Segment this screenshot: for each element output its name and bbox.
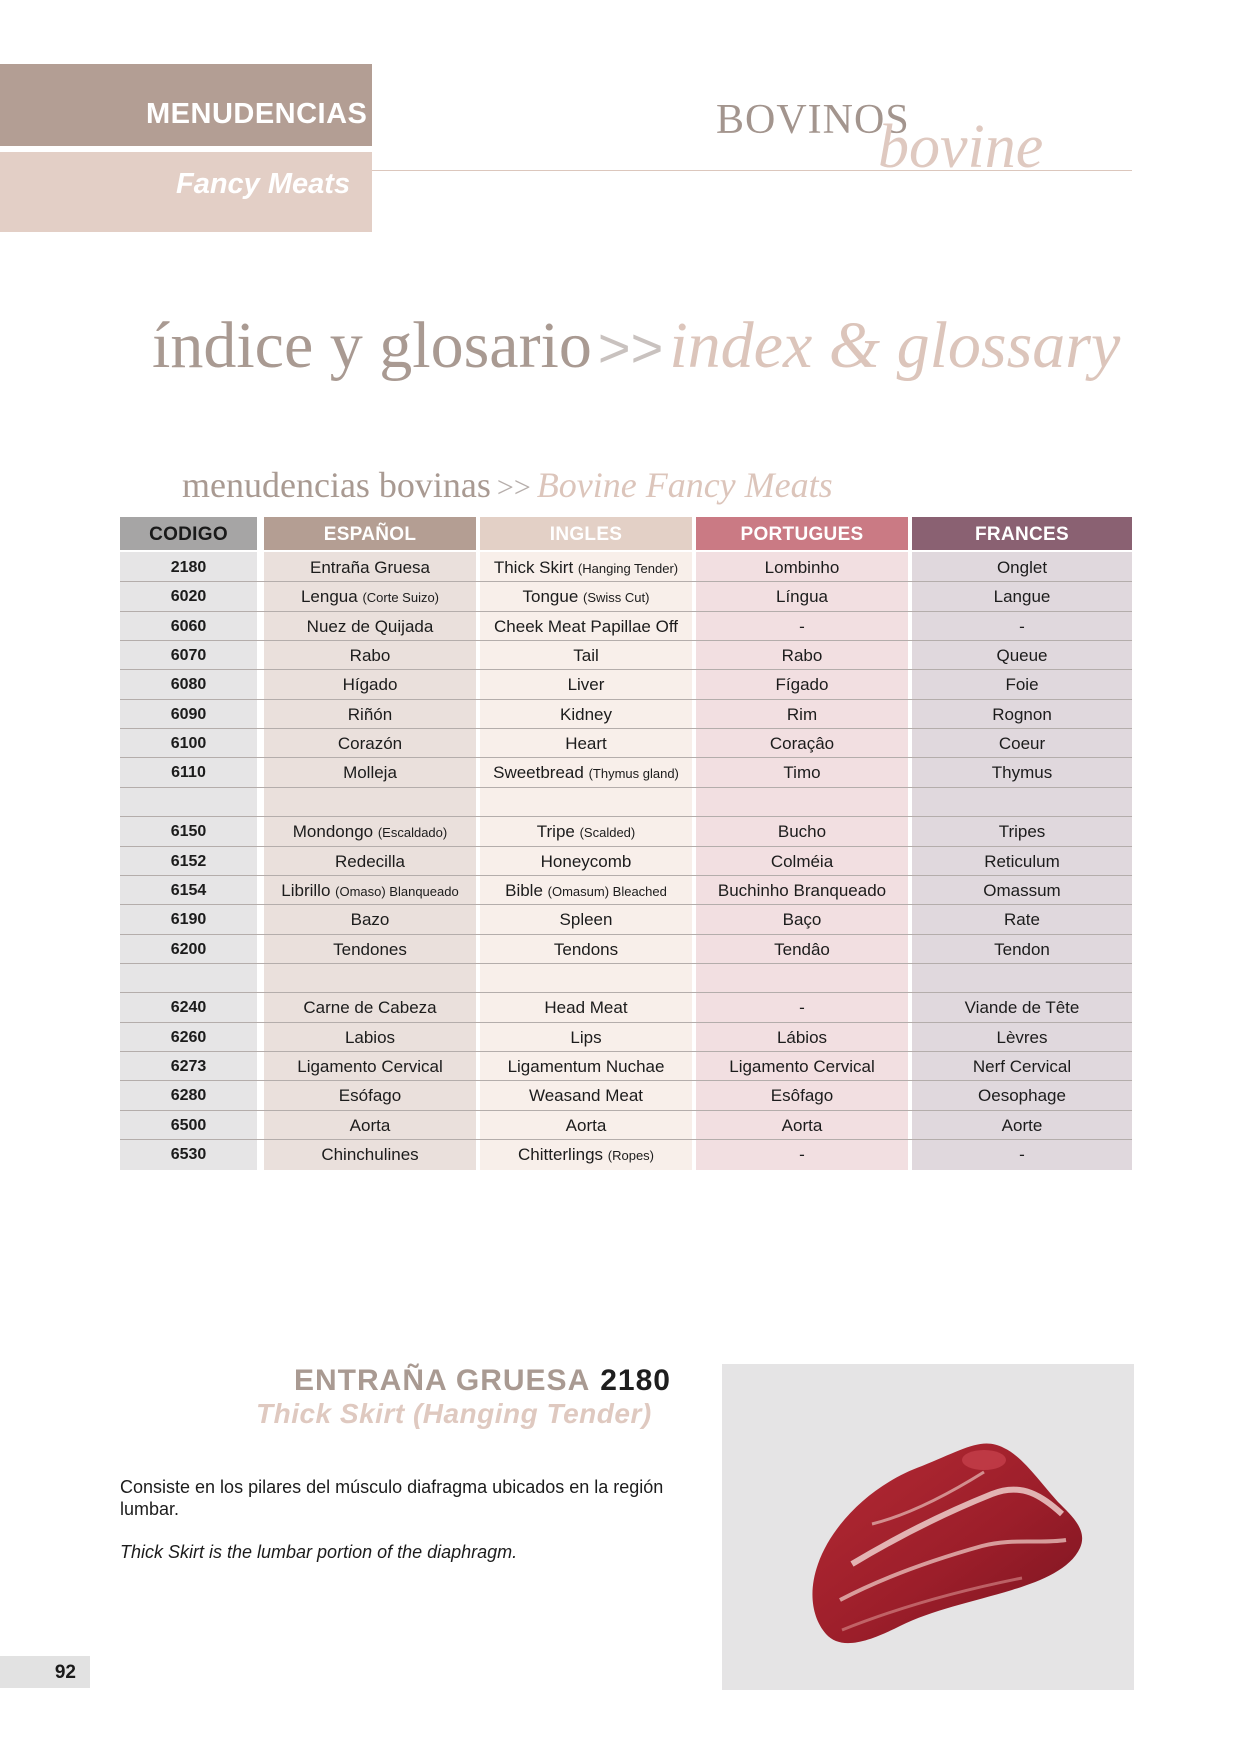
column-header-code: CODIGO <box>120 517 257 550</box>
cell-fr <box>912 964 1132 993</box>
page-number-text: 92 <box>54 1662 76 1683</box>
cell-fr <box>912 993 1132 1022</box>
cell-pt <box>696 700 908 729</box>
cell-text: Cheek Meat Papillae Off <box>494 616 678 636</box>
cell-code <box>120 1140 257 1169</box>
cell-text: - <box>1019 616 1025 636</box>
cell-es <box>264 1081 476 1110</box>
feature-description-es: Consiste en los pilares del músculo diafragma ubicados en la región lumbar. <box>120 1477 664 1519</box>
cell-code <box>120 1052 257 1081</box>
table-row <box>120 876 1132 905</box>
cell-pt <box>696 670 908 699</box>
cell-text: Buchinho Branqueado <box>717 880 887 900</box>
cell-text: Mondongo <box>292 822 374 842</box>
cell-text: 6530 <box>170 1146 207 1163</box>
table-row <box>120 758 1132 787</box>
cell-text: Baço <box>782 910 822 930</box>
cell-text: Heart <box>565 734 607 754</box>
cell-code <box>120 700 257 729</box>
table-title <box>182 464 833 506</box>
table-row <box>120 1023 1132 1052</box>
section-tab-sublabel: Fancy Meats <box>176 168 351 200</box>
table-row <box>120 553 1132 582</box>
cell-text: - <box>799 1145 805 1164</box>
cell-text: Rognon <box>992 704 1052 724</box>
cell-text: Tripe <box>536 822 575 842</box>
cell-pt <box>696 1052 908 1081</box>
cell-code <box>120 1111 257 1140</box>
cell-en <box>480 553 692 582</box>
cell-text: 6280 <box>170 1087 207 1105</box>
cell-es <box>264 1023 476 1052</box>
cell-fr <box>912 876 1132 905</box>
cell-pt <box>696 1140 908 1169</box>
cell-text: Bible <box>505 880 543 900</box>
cell-text: Spleen <box>559 910 613 930</box>
cell-en <box>480 993 692 1022</box>
cell-es <box>264 641 476 670</box>
cell-text: - <box>1019 1145 1025 1164</box>
table-row <box>120 1111 1132 1140</box>
cell-en <box>480 1140 692 1169</box>
cell-code <box>120 993 257 1022</box>
cell-en <box>480 1111 692 1140</box>
cell-en <box>480 964 692 993</box>
cell-text: - <box>799 616 805 636</box>
cell-text: Esôfago <box>770 1086 834 1106</box>
cell-en <box>480 788 692 817</box>
cell-es <box>264 582 476 611</box>
cell-text: 6260 <box>170 1028 207 1046</box>
cell-fr <box>912 935 1132 964</box>
cell-fr <box>912 817 1132 846</box>
cell-text: 6240 <box>170 999 207 1017</box>
cell-text: Thick Skirt <box>493 558 574 577</box>
table-row <box>120 993 1132 1022</box>
table-title-en: Bovine Fancy Meats <box>536 465 833 505</box>
cell-text: Coeur <box>998 734 1046 754</box>
cell-es <box>264 612 476 641</box>
cell-pt <box>696 905 908 934</box>
cell-es <box>264 876 476 905</box>
cell-text: Rate <box>1004 910 1040 930</box>
cell-text: Carne de Cabeza <box>303 998 437 1018</box>
cell-code <box>120 729 257 758</box>
cell-text: Nuez de Quijada <box>306 616 434 636</box>
cell-text: Tripes <box>998 822 1046 842</box>
table-row <box>120 612 1132 641</box>
cell-pt <box>696 1023 908 1052</box>
cell-code <box>120 817 257 846</box>
cell-text: Lombinho <box>764 558 840 577</box>
cell-code <box>120 905 257 934</box>
column-header-fr: FRANCES <box>912 517 1132 550</box>
cell-es <box>264 964 476 993</box>
cell-text: Esófago <box>338 1086 402 1106</box>
cell-code <box>120 553 257 582</box>
cell-fr <box>912 1023 1132 1052</box>
cell-text: 6110 <box>171 764 206 782</box>
cell-text: Ligamento Cervical <box>729 1056 875 1076</box>
cell-code <box>120 641 257 670</box>
cell-pt <box>696 729 908 758</box>
cell-en <box>480 582 692 611</box>
cell-es <box>264 553 476 582</box>
cell-text: Tendon <box>994 939 1050 959</box>
cell-fr <box>912 1111 1132 1140</box>
cell-es <box>264 1052 476 1081</box>
cell-text: Tendâo <box>774 939 830 959</box>
cell-text: Redecilla <box>335 851 405 871</box>
table-row <box>120 582 1132 611</box>
cell-pt <box>696 582 908 611</box>
cell-text: 6150 <box>170 823 207 841</box>
cell-text: Corazón <box>337 734 403 754</box>
cell-text: 6060 <box>170 617 207 635</box>
cell-en <box>480 876 692 905</box>
glossary-table <box>120 517 1132 1171</box>
cell-text: Chitterlings <box>517 1145 604 1164</box>
cell-es <box>264 1111 476 1140</box>
cell-text: Tail <box>573 646 599 666</box>
feature-code: 2180 <box>600 1364 671 1397</box>
table-row <box>120 788 1132 817</box>
table-row <box>120 729 1132 758</box>
cell-es <box>264 905 476 934</box>
cell-en <box>480 1052 692 1081</box>
cell-es <box>264 729 476 758</box>
cell-text: Liver <box>567 675 605 695</box>
cell-note: (Ropes) <box>607 1148 655 1163</box>
cell-text: 6190 <box>170 911 207 929</box>
cell-text: Librillo <box>281 880 331 900</box>
cell-text: Hígado <box>342 675 398 695</box>
cell-text: Chinchulines <box>321 1145 419 1164</box>
table-row <box>120 1081 1132 1110</box>
cell-text: 6200 <box>170 940 207 958</box>
cell-text: Aorta <box>349 1115 391 1135</box>
cell-en <box>480 612 692 641</box>
cell-fr <box>912 700 1132 729</box>
cell-es <box>264 817 476 846</box>
cell-en <box>480 670 692 699</box>
cell-pt <box>696 935 908 964</box>
cell-en <box>480 905 692 934</box>
table-row <box>120 670 1132 699</box>
cell-text: Rim <box>786 704 818 724</box>
cell-text: Labios <box>344 1027 396 1047</box>
cell-fr <box>912 788 1132 817</box>
cell-text: Tongue <box>522 587 579 607</box>
cell-code <box>120 876 257 905</box>
cell-text: Aorta <box>565 1115 607 1135</box>
cell-text: Lèvres <box>996 1027 1048 1047</box>
cell-fr <box>912 1140 1132 1169</box>
cell-text: Entraña Gruesa <box>309 558 430 577</box>
cell-text: Weasand Meat <box>528 1086 644 1106</box>
cell-pt <box>696 847 908 876</box>
meat-photo <box>722 1364 1134 1690</box>
cell-note: (Omaso) Blanqueado <box>335 883 459 899</box>
cell-pt <box>696 641 908 670</box>
cell-text: 6500 <box>170 1116 207 1134</box>
table-row <box>120 700 1132 729</box>
cell-text: 6273 <box>170 1057 207 1075</box>
cell-text: 6100 <box>170 735 207 753</box>
cell-code <box>120 964 257 993</box>
cell-text: Head Meat <box>544 998 628 1018</box>
feature-title-es: ENTRAÑA GRUESA <box>294 1364 591 1397</box>
table-row <box>120 964 1132 993</box>
cell-text: Omassum <box>983 880 1061 900</box>
cell-fr <box>912 553 1132 582</box>
cell-text: 2180 <box>170 559 207 576</box>
cell-code <box>120 582 257 611</box>
column-header-pt: PORTUGUES <box>696 517 908 550</box>
cell-en <box>480 700 692 729</box>
cell-fr <box>912 1052 1132 1081</box>
cell-es <box>264 788 476 817</box>
cell-fr <box>912 847 1132 876</box>
cell-fr <box>912 905 1132 934</box>
section-tab-label: MENUDENCIAS <box>146 98 368 130</box>
page-number <box>0 1656 90 1688</box>
cell-text: Bucho <box>777 822 827 842</box>
cell-text: 6070 <box>170 647 207 665</box>
cell-text: Colméia <box>770 851 834 871</box>
section-tab-fancy-meats <box>0 152 372 232</box>
page-title-arrows: >> <box>597 316 664 379</box>
cell-text: 6154 <box>170 881 207 899</box>
table-row <box>120 935 1132 964</box>
cell-text: Honeycomb <box>540 851 632 871</box>
cell-text: Ligamentum Nuchae <box>507 1056 665 1076</box>
cell-text: Kidney <box>560 704 612 724</box>
cell-es <box>264 1140 476 1169</box>
cell-code <box>120 1023 257 1052</box>
cell-pt <box>696 964 908 993</box>
cell-text: Molleja <box>343 763 397 783</box>
cell-fr <box>912 758 1132 787</box>
table-row <box>120 641 1132 670</box>
feature-description-en: Thick Skirt is the lumbar portion of the diaphragm. <box>120 1542 518 1562</box>
cell-text: Viande de Tête <box>964 998 1080 1018</box>
table-row <box>120 847 1132 876</box>
cell-note: (Thymus gland) <box>588 766 679 782</box>
cell-text: Thymus <box>991 763 1053 783</box>
cell-pt <box>696 553 908 582</box>
cell-text: Onglet <box>996 558 1048 577</box>
cell-code <box>120 847 257 876</box>
cell-es <box>264 670 476 699</box>
cell-text: Tendons <box>553 939 619 959</box>
cell-es <box>264 700 476 729</box>
cell-note: (Swiss Cut) <box>583 590 650 606</box>
table-title-es: menudencias bovinas <box>182 465 491 505</box>
cell-text: - <box>799 998 805 1018</box>
cell-text: 6080 <box>170 676 207 694</box>
cell-pt <box>696 1081 908 1110</box>
cell-code <box>120 758 257 787</box>
cell-note: (Scalded) <box>579 825 636 841</box>
cell-en <box>480 758 692 787</box>
cell-text: Foie <box>1005 675 1039 695</box>
cell-es <box>264 993 476 1022</box>
cell-es <box>264 847 476 876</box>
cell-fr <box>912 612 1132 641</box>
cell-text: Langue <box>993 587 1051 607</box>
cell-text: 6152 <box>170 852 207 870</box>
cell-text: Lábios <box>776 1027 828 1047</box>
table-row <box>120 1052 1132 1081</box>
feature-title <box>294 1364 671 1398</box>
cell-en <box>480 817 692 846</box>
cell-pt <box>696 876 908 905</box>
cell-text: Queue <box>996 646 1048 666</box>
cell-text: Lengua <box>300 587 358 607</box>
cell-text: Reticulum <box>984 851 1060 871</box>
cell-text: Rabo <box>349 646 391 666</box>
cell-code <box>120 612 257 641</box>
cell-text: Língua <box>776 587 828 607</box>
cell-text: Aorta <box>781 1115 823 1135</box>
table-row <box>120 817 1132 846</box>
cell-en <box>480 1023 692 1052</box>
cell-es <box>264 758 476 787</box>
cell-note: (Hanging Tender) <box>577 561 679 576</box>
cell-text: Oesophage <box>978 1086 1066 1106</box>
cell-pt <box>696 993 908 1022</box>
cell-text: Timo <box>783 763 821 783</box>
cell-code <box>120 935 257 964</box>
cell-pt <box>696 612 908 641</box>
cell-text: 6020 <box>170 588 207 606</box>
cell-text: Coraçâo <box>769 734 835 754</box>
cell-text: Riñón <box>347 704 393 724</box>
cell-note: (Escaldado) <box>377 825 448 841</box>
column-header-en: INGLES <box>480 517 692 550</box>
cell-text: Aorte <box>1001 1115 1043 1135</box>
category-title-es: BOVINOS <box>716 97 910 143</box>
cell-text: Sweetbread <box>493 763 584 783</box>
table-title-arrows: >> <box>496 471 531 504</box>
cell-text: Rabo <box>781 646 823 666</box>
feature-title-en: Thick Skirt (Hanging Tender) <box>256 1398 652 1429</box>
cell-text: Nerf Cervical <box>972 1056 1072 1076</box>
cell-code <box>120 670 257 699</box>
cell-note: (Corte Suizo) <box>362 590 440 606</box>
cell-fr <box>912 641 1132 670</box>
cell-en <box>480 729 692 758</box>
cell-code <box>120 788 257 817</box>
table-row <box>120 1140 1132 1169</box>
cell-note: (Omasum) Bleached <box>547 883 667 899</box>
cell-en <box>480 641 692 670</box>
cell-pt <box>696 1111 908 1140</box>
cell-text: Lips <box>570 1027 602 1047</box>
column-header-es: ESPAÑOL <box>264 517 476 550</box>
cell-fr <box>912 729 1132 758</box>
cell-en <box>480 847 692 876</box>
cell-text: Tendones <box>333 939 407 959</box>
cell-es <box>264 935 476 964</box>
page-title <box>152 308 1120 384</box>
page-title-es: índice y glosario <box>152 309 592 382</box>
thick-skirt-image <box>722 1364 1134 1690</box>
cell-en <box>480 935 692 964</box>
cell-text: Fígado <box>775 675 829 695</box>
cell-fr <box>912 582 1132 611</box>
category-title-en: bovine <box>878 113 1044 181</box>
cell-code <box>120 1081 257 1110</box>
cell-pt <box>696 758 908 787</box>
table-row <box>120 905 1132 934</box>
cell-en <box>480 1081 692 1110</box>
cell-text: 6090 <box>170 705 207 723</box>
section-tab-menudencias <box>0 64 372 146</box>
cell-fr <box>912 1081 1132 1110</box>
page-title-en: index & glossary <box>669 309 1121 382</box>
cell-pt <box>696 817 908 846</box>
cell-fr <box>912 670 1132 699</box>
cell-text: Ligamento Cervical <box>297 1056 443 1076</box>
cell-text: Bazo <box>350 910 390 930</box>
cell-pt <box>696 788 908 817</box>
